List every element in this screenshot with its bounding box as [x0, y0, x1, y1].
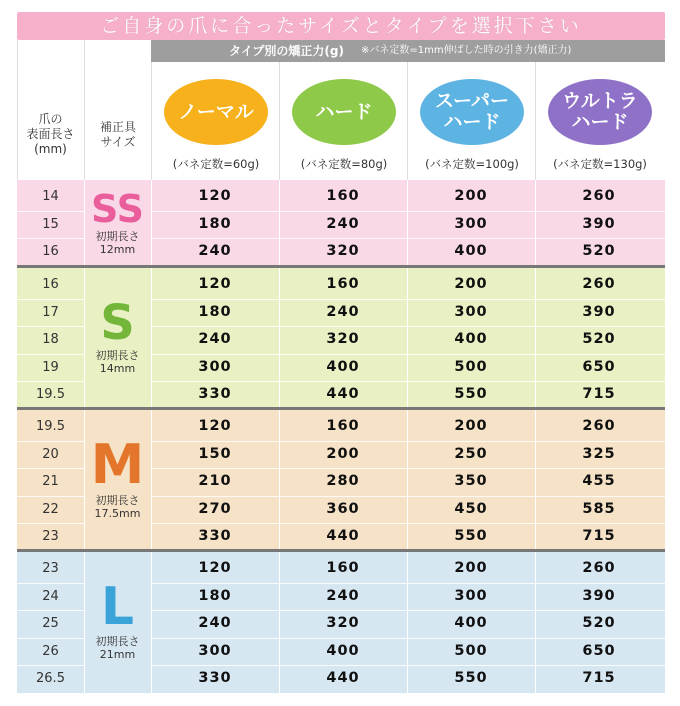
force-value-cell: 200	[326, 445, 360, 462]
size-group-m	[17, 410, 665, 551]
nail-length-header-line: (mm)	[34, 142, 67, 156]
type-badge	[164, 79, 268, 145]
size-letter: S	[100, 295, 135, 352]
force-value-cell: 650	[582, 358, 616, 375]
force-value-cell: 250	[454, 445, 488, 462]
force-value-cell: 550	[454, 670, 488, 686]
force-value-cell: 715	[582, 528, 616, 544]
force-value-cell: 320	[326, 615, 360, 631]
force-value-cell: 120	[198, 276, 232, 292]
initial-length-line: 初期長さ	[95, 494, 140, 508]
force-value-cell: 300	[454, 303, 488, 320]
type-name-line: ノーマル	[178, 100, 254, 123]
size-cell	[84, 180, 151, 269]
type-name	[562, 91, 637, 133]
force-value-cell: 330	[198, 386, 232, 402]
force-value-cell: 240	[198, 331, 232, 347]
force-value-cell: 400	[454, 331, 488, 347]
force-value-cell: 325	[582, 445, 616, 462]
force-value-cell: 390	[582, 215, 616, 232]
type-name	[178, 102, 253, 123]
initial-length-line: 21mm	[99, 648, 136, 662]
type-name-line: ウルトラ	[562, 90, 638, 112]
force-value-cell: 550	[454, 386, 488, 402]
force-value-cell: 520	[582, 615, 616, 631]
nail-length-cell: 25	[42, 616, 59, 631]
type-column-header	[535, 62, 664, 180]
initial-length	[84, 230, 151, 256]
force-value-cell: 210	[198, 473, 232, 489]
type-name	[435, 91, 509, 133]
force-value-cell: 280	[326, 473, 360, 489]
nail-length-cell: 20	[42, 446, 59, 462]
force-value-cell: 440	[326, 386, 360, 402]
nail-length-cell: 26.5	[36, 671, 65, 686]
initial-length-line: 14mm	[99, 362, 136, 376]
force-value-cell: 520	[582, 243, 616, 259]
nail-length-header-line: 表面長さ	[26, 127, 75, 141]
force-value-cell: 400	[454, 615, 488, 631]
force-value-cell: 180	[198, 303, 232, 320]
force-value-cell: 200	[454, 188, 488, 204]
force-value-cell: 360	[326, 500, 360, 517]
force-value-cell: 300	[454, 215, 488, 232]
force-value-cell: 270	[198, 500, 232, 517]
type-name-line: ハード	[315, 100, 373, 123]
force-value-cell: 240	[326, 587, 360, 604]
spring-constant: (バネ定数=100g)	[425, 157, 519, 171]
force-value-cell: 260	[582, 188, 616, 204]
force-value-cell: 160	[326, 188, 360, 204]
corrector-size-header-line: サイズ	[100, 135, 136, 149]
type-name-line: ハード	[571, 111, 629, 133]
force-value-cell: 320	[326, 331, 360, 347]
force-value-cell: 400	[326, 358, 360, 375]
force-value-cell: 120	[198, 560, 232, 576]
force-value-cell: 260	[582, 560, 616, 576]
nail-length-cell: 23	[42, 561, 59, 576]
force-header-bar	[151, 40, 665, 62]
nail-length-cell: 16	[42, 244, 59, 259]
type-name-line: スーパー	[434, 90, 510, 112]
force-value-cell: 650	[582, 642, 616, 659]
force-value-cell: 160	[326, 418, 360, 434]
size-cell	[84, 268, 151, 409]
force-value-cell: 180	[198, 215, 232, 232]
force-value-cell: 180	[198, 587, 232, 604]
initial-length	[84, 494, 151, 520]
force-value-cell: 160	[326, 560, 360, 576]
type-column-header	[279, 62, 408, 180]
size-letter: M	[90, 433, 145, 497]
initial-length-line: 17.5mm	[94, 507, 141, 521]
nail-length-cell: 26	[42, 643, 59, 659]
initial-length-line: 初期長さ	[95, 349, 140, 363]
force-value-cell: 240	[198, 243, 232, 259]
size-cell	[84, 410, 151, 551]
spring-constant: (バネ定数=60g)	[172, 157, 260, 171]
nail-length-cell: 17	[42, 304, 59, 320]
size-group-ss	[17, 180, 665, 269]
nail-length-cell: 24	[42, 588, 59, 604]
nail-length-cell: 15	[42, 216, 59, 232]
initial-length-line: 初期長さ	[95, 230, 140, 244]
force-value-cell: 330	[198, 670, 232, 686]
force-value-cell: 440	[326, 670, 360, 686]
force-value-cell: 715	[582, 670, 616, 686]
size-group-l	[17, 552, 665, 693]
force-value-cell: 320	[326, 243, 360, 259]
corrector-size-header-line: 補正具	[99, 120, 136, 134]
force-value-cell: 300	[198, 358, 232, 375]
page-title: ご自身の爪に合ったサイズとタイプを選択下さい	[17, 12, 665, 40]
nail-length-cell: 16	[42, 277, 59, 292]
force-value-cell: 585	[582, 500, 616, 517]
force-value-cell: 150	[198, 445, 232, 462]
force-value-cell: 120	[198, 418, 232, 434]
initial-length	[84, 349, 151, 375]
spring-constant: (バネ定数=130g)	[553, 157, 647, 171]
force-value-cell: 440	[326, 528, 360, 544]
force-value-cell: 260	[582, 276, 616, 292]
nail-length-cell: 19	[42, 359, 59, 375]
force-value-cell: 455	[582, 473, 616, 489]
force-value-cell: 350	[454, 473, 488, 489]
force-value-cell: 300	[198, 642, 232, 659]
force-value-cell: 240	[326, 303, 360, 320]
force-label: タイプ別の矯正力(g)	[229, 44, 344, 58]
initial-length-line: 12mm	[99, 243, 136, 257]
force-value-cell: 330	[198, 528, 232, 544]
force-value-cell: 500	[454, 358, 488, 375]
force-value-cell: 715	[582, 386, 616, 402]
nail-length-cell: 14	[42, 189, 59, 204]
force-value-cell: 550	[454, 528, 488, 544]
force-value-cell: 400	[326, 642, 360, 659]
initial-length-line: 初期長さ	[95, 635, 140, 649]
size-cell	[84, 552, 151, 693]
size-letter: SS	[90, 187, 145, 232]
nail-length-cell: 23	[42, 529, 59, 544]
force-value-cell: 450	[454, 500, 488, 517]
type-header-row	[151, 62, 665, 180]
force-value-cell: 390	[582, 303, 616, 320]
type-badge	[548, 79, 652, 145]
corrector-size-header	[85, 120, 151, 150]
force-value-cell: 500	[454, 642, 488, 659]
type-name-line: ハード	[443, 111, 501, 133]
nail-length-header	[17, 112, 84, 157]
nail-length-cell: 19.5	[36, 387, 65, 402]
force-value-cell: 260	[582, 418, 616, 434]
force-value-cell: 240	[198, 615, 232, 631]
initial-length	[84, 635, 151, 661]
force-value-cell: 120	[198, 188, 232, 204]
nail-length-cell: 19.5	[36, 419, 65, 434]
type-badge	[420, 79, 524, 145]
size-letter: L	[100, 577, 135, 638]
spring-constant: (バネ定数=80g)	[300, 157, 388, 171]
nail-length-cell: 18	[42, 332, 59, 347]
header-divider	[84, 40, 85, 180]
force-value-cell: 240	[326, 215, 360, 232]
size-group-s	[17, 268, 665, 409]
nail-length-cell: 22	[42, 501, 59, 517]
force-value-cell: 200	[454, 418, 488, 434]
force-value-cell: 520	[582, 331, 616, 347]
type-badge	[292, 79, 396, 145]
force-value-cell: 400	[454, 243, 488, 259]
type-name	[315, 102, 372, 123]
force-value-cell: 390	[582, 587, 616, 604]
force-value-cell: 160	[326, 276, 360, 292]
type-column-header	[407, 62, 536, 180]
force-value-cell: 300	[454, 587, 488, 604]
nail-length-cell: 21	[42, 474, 59, 489]
force-value-cell: 200	[454, 276, 488, 292]
nail-length-header-line: 爪の	[38, 112, 63, 126]
force-value-cell: 200	[454, 560, 488, 576]
spring-note: ※バネ定数=1mm伸ばした時の引き力(矯正力)	[361, 45, 572, 56]
type-column-header	[151, 62, 280, 180]
